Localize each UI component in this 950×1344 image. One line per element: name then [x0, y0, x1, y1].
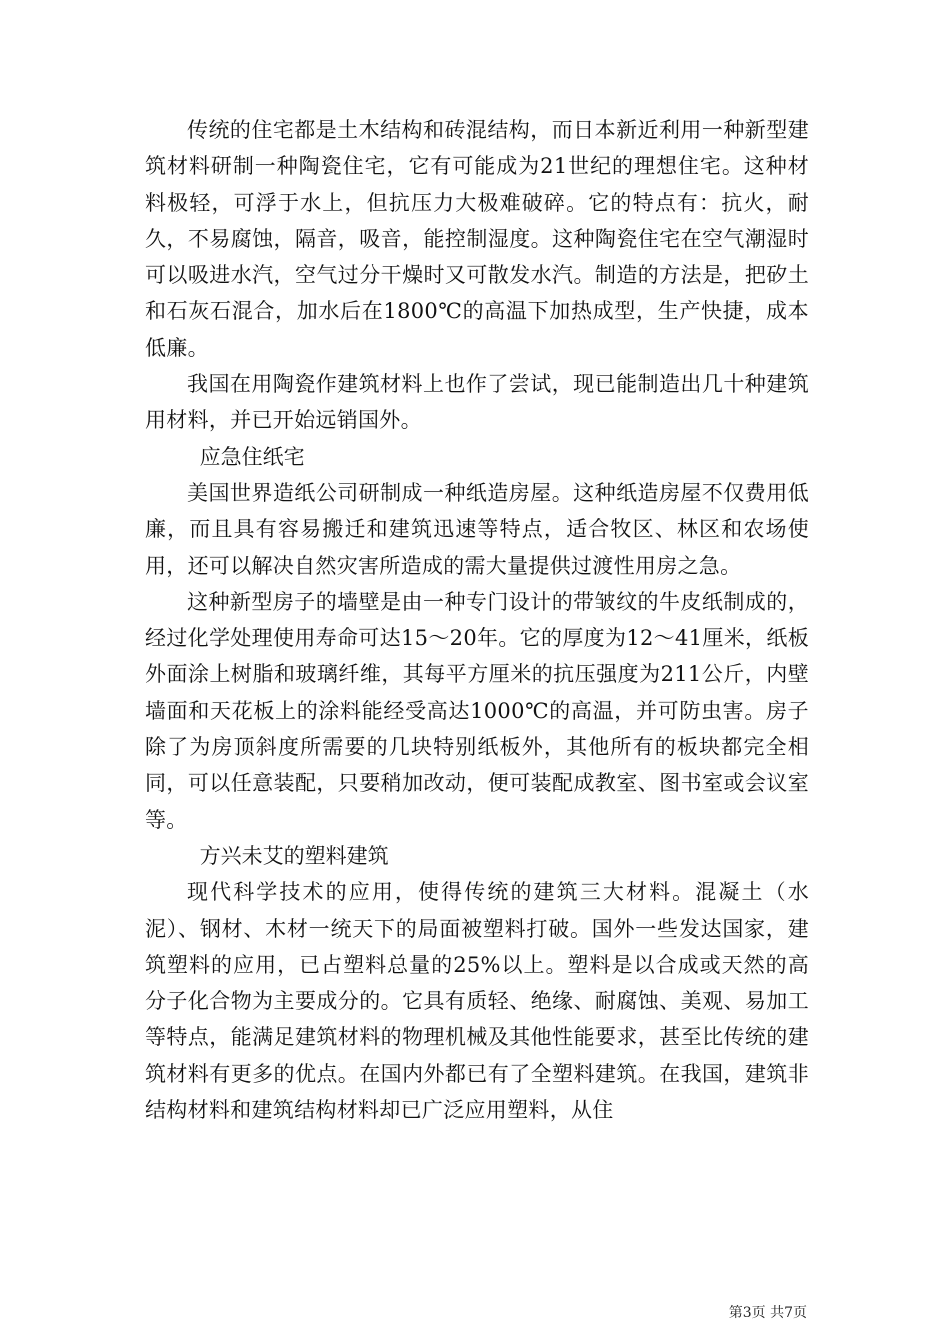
paragraph-plastic-building: 现代科学技术的应用，使得传统的建筑三大材料。混凝土（水泥）、钢材、木材一统天下的局面被塑料打破。国外一些发达国家，建筑塑料的应用，已占塑料总量的25%以上。塑料是以合成或天然的高分子化合物为主要成分的。它具有质轻、绝缘、耐腐蚀、美观、易加工等特点，能满足建筑材料的物理机械及其他性能要求，甚至比传统的建筑材料有更多的优点。在国内外都已有了全塑料建筑。在我国，建筑非结构材料和建筑结构材料却已广泛应用塑料，从住	[145, 880, 809, 1123]
paragraph-ceramic-house: 传统的住宅都是土木结构和砖混结构，而日本新近利用一种新型建筑材料研制一种陶瓷住宅，它有可能成为21世纪的理想住宅。这种材料极轻，可浮于水上，但抗压力大极难破碎。它的特点有：抗火，耐久，不易腐蚀，隔音，吸音，能控制湿度。这种陶瓷住宅在空气潮湿时可以吸进水汽，空气过分干燥时又可散发水汽。制造的方法是，把矽土和石灰石混合，加水后在1800℃的高温下加热成型，生产快捷，成本低廉。	[145, 118, 809, 360]
page-number-footer: 第3页 共7页	[728, 1305, 807, 1321]
section-heading-plastic-building: 方兴未艾的塑料建筑	[199, 843, 389, 868]
document-body	[145, 112, 809, 1128]
section-heading-paper-house: 应急住纸宅	[199, 444, 305, 469]
paragraph-paper-house-intro: 美国世界造纸公司研制成一种纸造房屋。这种纸造房屋不仅费用低廉，而且具有容易搬迁和建筑迅速等特点，适合牧区、林区和农场使用，还可以解决自然灾害所造成的需大量提供过渡性用房之急。	[145, 480, 809, 578]
paragraph-paper-house-walls: 这种新型房子的墙壁是由一种专门设计的带皱纹的牛皮纸制成的，经过化学处理使用寿命可达15～20年。它的厚度为12～41厘米，纸板外面涂上树脂和玻璃纤维，其每平方厘米的抗压强度为211公斤，内壁墙面和天花板上的涂料能经受高达1000℃的高温，并可防虫害。房子除了为房顶斜度所需要的几块特别纸板外，其他所有的板块都完全相同，可以任意装配，只要稍加改动，便可装配成教室、图书室或会议室等。	[145, 589, 809, 832]
paragraph-china-ceramic: 我国在用陶瓷作建筑材料上也作了尝试，现已能制造出几十种建筑用材料，并已开始远销国外。	[145, 372, 809, 433]
